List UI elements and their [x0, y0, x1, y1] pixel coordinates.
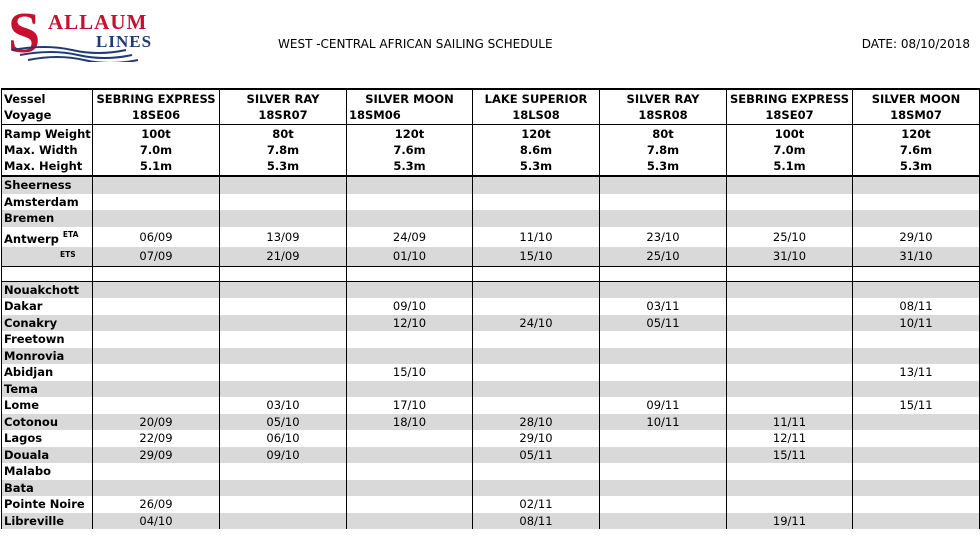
- schedule-date-cell: [727, 463, 853, 480]
- ramp-label: Ramp Weight: [4, 127, 91, 141]
- schedule-date-cell: 06/09: [93, 227, 220, 247]
- schedule-date-cell: 05/11: [600, 315, 727, 332]
- vessel-spec-3: [473, 125, 600, 177]
- vessel-header-6: [853, 89, 980, 125]
- max-width: 7.0m: [773, 143, 806, 157]
- schedule-date-cell: [600, 194, 727, 211]
- schedule-date-cell: [727, 397, 853, 414]
- schedule-date-cell: [347, 480, 473, 497]
- schedule-date-cell: 17/10: [347, 397, 473, 414]
- schedule-date-cell: 13/09: [220, 227, 347, 247]
- schedule-date-cell: [220, 364, 347, 381]
- vessel-header-1: [220, 89, 347, 125]
- schedule-date-cell: [853, 176, 980, 194]
- schedule-date-cell: [93, 281, 220, 298]
- schedule-date-cell: 06/10: [220, 430, 347, 447]
- schedule-date-cell: [220, 331, 347, 348]
- schedule-date-cell: [473, 480, 600, 497]
- schedule-date-cell: [93, 194, 220, 211]
- port-name: Monrovia: [2, 348, 93, 365]
- max-height: 5.3m: [393, 159, 426, 173]
- schedule-date-cell: 23/10: [600, 227, 727, 247]
- schedule-title: WEST -CENTRAL AFRICAN SAILING SCHEDULE: [278, 37, 553, 51]
- schedule-date: DATE: 08/10/2018: [861, 37, 970, 51]
- sailing-schedule-table: [1, 88, 980, 529]
- schedule-date-cell: 15/11: [727, 447, 853, 464]
- separator-cell: [727, 266, 853, 281]
- vessel-spec-5: [727, 125, 853, 177]
- schedule-date-cell: [473, 210, 600, 227]
- schedule-date-cell: [220, 463, 347, 480]
- schedule-date-cell: [600, 381, 727, 398]
- schedule-date-cell: 29/10: [853, 227, 980, 247]
- schedule-date-cell: [853, 348, 980, 365]
- schedule-date-cell: [473, 176, 600, 194]
- max-height: 5.3m: [519, 159, 553, 173]
- vessel-name: SILVER RAY: [246, 92, 320, 106]
- port-name: Dakar: [2, 298, 93, 315]
- vessel-name: SEBRING EXPRESS: [96, 92, 216, 106]
- vessel-name: SILVER MOON: [365, 92, 454, 106]
- schedule-date-cell: 29/10: [473, 430, 600, 447]
- port-name: Amsterdam: [2, 194, 93, 211]
- schedule-date-cell: 07/09: [93, 247, 220, 267]
- sallaum-lines-logo: [6, 0, 166, 62]
- schedule-date-cell: [727, 298, 853, 315]
- port-name: Douala: [2, 447, 93, 464]
- africa-port-row: [2, 381, 980, 398]
- schedule-date-cell: [600, 463, 727, 480]
- schedule-date-cell: [220, 176, 347, 194]
- schedule-date-cell: [853, 513, 980, 530]
- schedule-date-cell: [93, 298, 220, 315]
- schedule-date-cell: 01/10: [347, 247, 473, 267]
- port-name: Cotonou: [2, 414, 93, 431]
- schedule-date-cell: [220, 513, 347, 530]
- logo-word-2: LINES: [96, 32, 153, 51]
- schedule-date-cell: [600, 281, 727, 298]
- ramp-weight: 80t: [652, 127, 674, 141]
- schedule-date-cell: 11/10: [473, 227, 600, 247]
- schedule-date-cell: [600, 331, 727, 348]
- schedule-date-cell: [93, 463, 220, 480]
- port-name-cell: [2, 227, 93, 247]
- port-name: Freetown: [2, 331, 93, 348]
- schedule-date-cell: [600, 513, 727, 530]
- vessel-spec-row: [2, 125, 980, 177]
- schedule-date-cell: 02/11: [473, 496, 600, 513]
- schedule-date-cell: 12/10: [347, 315, 473, 332]
- schedule-date-cell: 11/11: [727, 414, 853, 431]
- vessel-spec-4: [600, 125, 727, 177]
- schedule-date-cell: 04/10: [93, 513, 220, 530]
- max-width: 8.6m: [519, 143, 553, 157]
- port-name: Abidjan: [2, 364, 93, 381]
- port-name: Libreville: [2, 513, 93, 530]
- vessel-header-0: [93, 89, 220, 125]
- vessel-spec-6: [853, 125, 980, 177]
- schedule-date-cell: [473, 463, 600, 480]
- schedule-date-cell: 05/10: [220, 414, 347, 431]
- schedule-date-cell: [93, 176, 220, 194]
- port-name: Pointe Noire: [2, 496, 93, 513]
- africa-port-row: [2, 364, 980, 381]
- schedule-date-cell: [347, 176, 473, 194]
- eta-label: ETA: [62, 229, 79, 239]
- vessel-name: LAKE SUPERIOR: [484, 92, 588, 106]
- schedule-date-cell: [727, 496, 853, 513]
- vessel-voyage: 18SM06: [349, 108, 401, 122]
- schedule-date-cell: [727, 480, 853, 497]
- schedule-date-cell: 03/11: [600, 298, 727, 315]
- schedule-date-cell: 05/11: [473, 447, 600, 464]
- schedule-date-cell: 25/10: [600, 247, 727, 267]
- schedule-date-cell: [347, 281, 473, 298]
- schedule-date-cell: 09/10: [347, 298, 473, 315]
- separator-cell: [2, 266, 93, 281]
- africa-port-row: [2, 281, 980, 298]
- schedule-date-cell: [220, 348, 347, 365]
- schedule-date-cell: [853, 496, 980, 513]
- schedule-date-cell: [220, 480, 347, 497]
- schedule-date-cell: 31/10: [727, 247, 853, 267]
- schedule-date-cell: [600, 480, 727, 497]
- schedule-date-cell: 28/10: [473, 414, 600, 431]
- vessel-voyage: 18SE06: [131, 108, 181, 122]
- europe-port-row: [2, 176, 980, 194]
- schedule-date-cell: 24/10: [473, 315, 600, 332]
- vessel-header-4: [600, 89, 727, 125]
- schedule-date-cell: 15/10: [347, 364, 473, 381]
- schedule-date-cell: [347, 463, 473, 480]
- schedule-date-cell: [347, 348, 473, 365]
- africa-port-row: [2, 480, 980, 497]
- schedule-date-cell: [473, 298, 600, 315]
- africa-port-row: [2, 397, 980, 414]
- schedule-date-cell: [220, 194, 347, 211]
- schedule-date-cell: [347, 496, 473, 513]
- schedule-date-cell: [853, 463, 980, 480]
- schedule-date-cell: [93, 348, 220, 365]
- schedule-date-cell: 12/11: [727, 430, 853, 447]
- vessel-header-2: [347, 89, 473, 125]
- max-height: 5.3m: [646, 159, 680, 173]
- schedule-date-cell: [473, 348, 600, 365]
- schedule-date-cell: [853, 414, 980, 431]
- schedule-date-cell: [347, 513, 473, 530]
- europe-port-row: [2, 247, 980, 267]
- max-height: 5.3m: [266, 159, 300, 173]
- separator-cell: [347, 266, 473, 281]
- vessel-name: SILVER MOON: [871, 92, 961, 106]
- schedule-date-cell: 22/09: [93, 430, 220, 447]
- spec-labels: [2, 125, 93, 177]
- vessel-voyage-label: [2, 89, 93, 125]
- schedule-date-cell: 26/09: [93, 496, 220, 513]
- schedule-date-cell: [93, 210, 220, 227]
- africa-port-row: [2, 414, 980, 431]
- schedule-date-cell: 09/11: [600, 397, 727, 414]
- schedule-date-cell: 19/11: [727, 513, 853, 530]
- schedule-date-cell: [93, 331, 220, 348]
- ramp-weight: 120t: [521, 127, 551, 141]
- vessel-spec-0: [93, 125, 220, 177]
- africa-port-row: [2, 496, 980, 513]
- vessel-voyage: 18SE07: [765, 108, 814, 122]
- max-height: 5.1m: [139, 159, 173, 173]
- port-name: Malabo: [2, 463, 93, 480]
- schedule-date-cell: [473, 397, 600, 414]
- vessel-spec-2: [347, 125, 473, 177]
- schedule-date-cell: [727, 210, 853, 227]
- vessel-voyage: 18SM07: [890, 108, 942, 122]
- schedule-date-cell: [220, 210, 347, 227]
- schedule-date-cell: [473, 364, 600, 381]
- schedule-date-cell: [853, 480, 980, 497]
- schedule-date-cell: 20/09: [93, 414, 220, 431]
- schedule-date-cell: 08/11: [473, 513, 600, 530]
- europe-port-row: [2, 194, 980, 211]
- schedule-date-cell: [727, 315, 853, 332]
- ramp-weight: 100t: [774, 127, 805, 141]
- schedule-date-cell: [93, 364, 220, 381]
- logo-graphic: [6, 0, 166, 62]
- schedule-date-cell: 21/09: [220, 247, 347, 267]
- schedule-date-cell: [727, 281, 853, 298]
- port-name: Antwerp: [4, 231, 59, 246]
- vessel-header-5: [727, 89, 853, 125]
- ramp-weight: 80t: [272, 127, 294, 141]
- schedule-date-cell: [347, 210, 473, 227]
- schedule-date-cell: [220, 496, 347, 513]
- max-width: 7.0m: [139, 143, 173, 157]
- vessel-name: SEBRING EXPRESS: [729, 92, 849, 106]
- vessel-name: SILVER RAY: [626, 92, 700, 106]
- africa-port-row: [2, 463, 980, 480]
- logo-letter: S: [8, 0, 41, 62]
- schedule-date-cell: [600, 496, 727, 513]
- africa-port-row: [2, 298, 980, 315]
- separator-cell: [220, 266, 347, 281]
- schedule-date-cell: [473, 331, 600, 348]
- port-name: Lagos: [2, 430, 93, 447]
- separator-cell: [600, 266, 727, 281]
- port-name: Bata: [2, 480, 93, 497]
- schedule-date-cell: [93, 315, 220, 332]
- schedule-date-cell: 29/09: [93, 447, 220, 464]
- vessel-header-3: [473, 89, 600, 125]
- separator-cell: [93, 266, 220, 281]
- schedule-date-cell: 24/09: [347, 227, 473, 247]
- ramp-weight: 120t: [394, 127, 425, 141]
- schedule-date-cell: 18/10: [347, 414, 473, 431]
- max-height: 5.3m: [899, 159, 933, 173]
- vessel-voyage: 18SR08: [638, 108, 688, 122]
- schedule-date-cell: 03/10: [220, 397, 347, 414]
- max-width: 7.6m: [899, 143, 933, 157]
- schedule-date-cell: [727, 331, 853, 348]
- separator-cell: [473, 266, 600, 281]
- schedule-date-cell: [220, 315, 347, 332]
- schedule-date-cell: [853, 194, 980, 211]
- schedule-date-cell: 08/11: [853, 298, 980, 315]
- vessel-label: Vessel: [4, 92, 46, 106]
- africa-port-row: [2, 348, 980, 365]
- schedule-date-cell: 15/11: [853, 397, 980, 414]
- schedule-date-cell: [473, 281, 600, 298]
- vessel-spec-1: [220, 125, 347, 177]
- europe-port-row: [2, 227, 980, 247]
- schedule-date-cell: [600, 364, 727, 381]
- separator-cell: [853, 266, 980, 281]
- port-name-cell: [2, 247, 93, 267]
- schedule-date-cell: [853, 281, 980, 298]
- ramp-weight: 100t: [141, 127, 171, 141]
- schedule-date-cell: 13/11: [853, 364, 980, 381]
- schedule-date-cell: [473, 194, 600, 211]
- schedule-date-cell: [347, 194, 473, 211]
- schedule-date-cell: 25/10: [727, 227, 853, 247]
- africa-port-row: [2, 430, 980, 447]
- schedule-date-cell: [727, 348, 853, 365]
- schedule-date-cell: [220, 381, 347, 398]
- schedule-date-cell: [347, 430, 473, 447]
- schedule-date-cell: [347, 381, 473, 398]
- vessel-header-row: [2, 89, 980, 125]
- schedule-date-cell: 31/10: [853, 247, 980, 267]
- schedule-date-cell: [93, 480, 220, 497]
- schedule-date-cell: [600, 430, 727, 447]
- schedule-date-cell: [727, 381, 853, 398]
- port-name: Lome: [2, 397, 93, 414]
- schedule-date-cell: [347, 447, 473, 464]
- schedule-date-cell: [727, 364, 853, 381]
- africa-port-row: [2, 447, 980, 464]
- port-name: Sheerness: [2, 176, 93, 194]
- max-width: 7.8m: [646, 143, 680, 157]
- port-name: Nouakchott: [2, 281, 93, 298]
- max-width: 7.8m: [266, 143, 300, 157]
- schedule-date-cell: [600, 176, 727, 194]
- africa-port-row: [2, 331, 980, 348]
- schedule-date-cell: [600, 348, 727, 365]
- schedule-date-cell: 09/10: [220, 447, 347, 464]
- width-label: Max. Width: [4, 143, 78, 157]
- schedule-date-cell: [853, 447, 980, 464]
- africa-port-row: [2, 315, 980, 332]
- separator-row: [2, 266, 980, 281]
- max-width: 7.6m: [393, 143, 426, 157]
- schedule-date-cell: [727, 194, 853, 211]
- vessel-voyage: 18SR07: [258, 108, 308, 122]
- schedule-date-cell: [853, 210, 980, 227]
- ets-label: ETS: [60, 249, 76, 259]
- voyage-label: Voyage: [4, 108, 52, 122]
- schedule-date-cell: [600, 447, 727, 464]
- schedule-date-cell: 15/10: [473, 247, 600, 267]
- schedule-date-cell: [473, 381, 600, 398]
- schedule-date-cell: [93, 397, 220, 414]
- logo-word-1: ALLAUM: [48, 10, 148, 34]
- schedule-date-cell: [220, 281, 347, 298]
- schedule-date-cell: [853, 381, 980, 398]
- schedule-date-cell: 10/11: [600, 414, 727, 431]
- africa-port-row: [2, 513, 980, 530]
- port-name: Tema: [2, 381, 93, 398]
- schedule-date-cell: [853, 331, 980, 348]
- schedule-date-cell: [220, 298, 347, 315]
- schedule-date-cell: [93, 381, 220, 398]
- height-label: Max. Height: [4, 159, 83, 173]
- schedule-date-cell: [347, 331, 473, 348]
- schedule-date-cell: 10/11: [853, 315, 980, 332]
- max-height: 5.1m: [773, 159, 806, 173]
- schedule-date-cell: [600, 210, 727, 227]
- port-name: Bremen: [2, 210, 93, 227]
- port-name: Conakry: [2, 315, 93, 332]
- europe-port-row: [2, 210, 980, 227]
- schedule-date-cell: [853, 430, 980, 447]
- schedule-date-cell: [727, 176, 853, 194]
- vessel-voyage: 18LS08: [512, 108, 560, 122]
- ramp-weight: 120t: [901, 127, 931, 141]
